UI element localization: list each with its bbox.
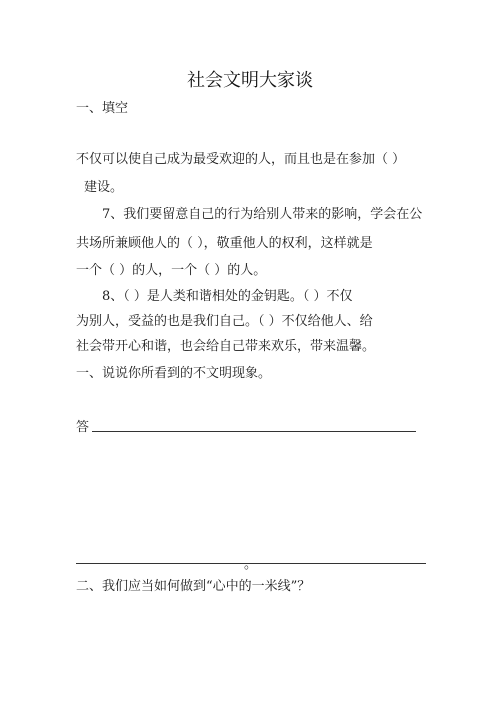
section-heading-observe: 一、说说你所看到的不文明现象。	[76, 366, 272, 381]
question-7-line: 共场所兼顾他人的（ ），敬重他人的权利，这样就是	[76, 236, 373, 251]
question-8-line: 8、（ ）是人类和谐相处的金钥匙。（ ）不仅	[102, 289, 353, 304]
section-heading-fill-blank: 一、填空	[76, 101, 129, 116]
answer-label: 答	[76, 420, 90, 435]
question-8-line: 为别人，受益的也是我们自己。（ ）不仅给他人、给	[76, 314, 373, 329]
answer-line[interactable]	[92, 431, 416, 432]
answer-period: 。	[244, 557, 258, 572]
answer-line-long[interactable]	[76, 563, 426, 564]
question-7-line: 7、我们要留意自己的行为给别人带来的影响，学会在公	[102, 207, 423, 222]
paragraph-line: 建设。	[84, 180, 124, 195]
section-heading-one-meter-line: 二、我们应当如何做到“心中的一米线”？	[76, 579, 311, 594]
question-8-line: 社会带开心和谐，也会给自己带来欢乐，带来温馨。	[76, 339, 376, 354]
paragraph-line: 不仅可以使自己成为最受欢迎的人，而且也是在参加（ ）	[76, 152, 406, 167]
question-7-line: 一个（ ）的人，一个（ ）的人。	[76, 263, 267, 278]
page-title: 社会文明大家谈	[187, 70, 313, 91]
